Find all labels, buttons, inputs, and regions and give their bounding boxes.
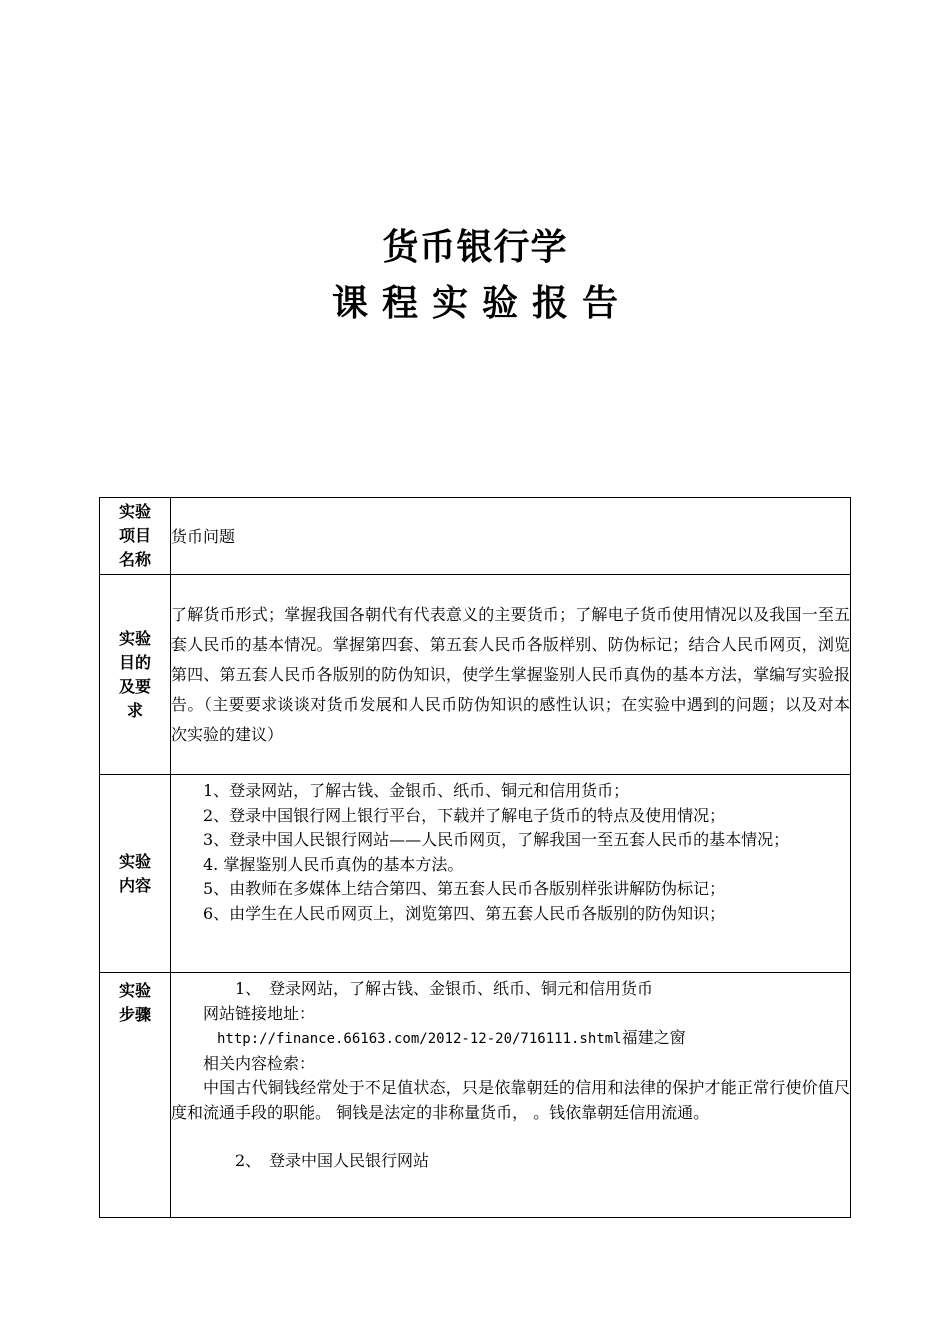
row-purpose [100, 575, 851, 775]
report-title: 课程实验报告 [331, 283, 632, 324]
content-item: 4. 掌握鉴别人民币真伪的基本方法。 [203, 854, 464, 874]
content-item: 6、由学生在人民币网页上，浏览第四、第五套人民币各版别的防伪知识； [203, 903, 726, 923]
row-content [100, 775, 851, 973]
step-1-number: 1、 [235, 979, 262, 998]
content-item: 2、登录中国银行网上银行平台，下载并了解电子货币的特点及使用情况； [203, 805, 726, 825]
step-2-number: 2、 [235, 1151, 262, 1170]
content-item: 5、由教师在多媒体上结合第四、第五套人民币各版别样张讲解防伪标记； [203, 879, 726, 898]
spacer [171, 1125, 850, 1149]
label-steps: 实验 步骤 [100, 973, 171, 1218]
course-title: 货币银行学 [382, 227, 568, 268]
step-2-text: 登录中国人民银行网站 [269, 1151, 430, 1170]
purpose-text: 了解货币形式；掌握我国各朝代有代表意义的主要货币；了解电子货币使用情况以及我国一至五套人民币的基本情况。掌握第四套、第五套人民币各版样别、防伪标记；结合人民币网页，浏览第四、第五套人民币各版别的防伪知识，使学生掌握鉴别人民币真伪的基本方法，掌编写实验报告。（主要要求谈谈对货币发展和人民币防伪知识的感性认识；在实验中遇到的问题；以及对本次实验的建议） [171, 575, 851, 775]
row-steps [100, 973, 851, 1218]
content-list [171, 775, 851, 973]
report-header [0, 222, 950, 330]
label-purpose: 实验 目的 及要 求 [100, 575, 171, 775]
steps-content [171, 973, 851, 1218]
content-item: 1、登录网站，了解古钱、金银币、纸币、铜元和信用货币； [203, 781, 630, 800]
link-url[interactable]: http://finance.66163.com/2012-12-20/716111.shtml [217, 1031, 622, 1047]
step-1-text: 登录网站，了解古钱、金银币、纸币、铜元和信用货币 [269, 979, 654, 998]
content-item: 3、登录中国人民银行网站——人民币网页，了解我国一至五套人民币的基本情况； [203, 830, 790, 849]
step-2 [171, 1149, 850, 1174]
step-1 [171, 977, 850, 1002]
step-1-paragraph: 中国古代铜钱经常处于不足值状态，只是依靠朝廷的信用和法律的保护才能正常行使价值尺度和流通手段的职能。 铜钱是法定的非称量货币， 。钱依靠朝廷信用流通。 [171, 1078, 850, 1122]
link-line [171, 1026, 850, 1052]
label-project-name: 实验 项目 名称 [100, 498, 171, 575]
experiment-report-table [99, 497, 851, 1218]
search-label: 相关内容检索： [203, 1053, 316, 1073]
link-label: 网站链接地址： [203, 1003, 316, 1023]
link-site: 福建之窗 [621, 1028, 686, 1047]
project-name-value: 货币问题 [171, 498, 851, 575]
label-content: 实验 内容 [100, 775, 171, 973]
row-project-name [100, 498, 851, 575]
